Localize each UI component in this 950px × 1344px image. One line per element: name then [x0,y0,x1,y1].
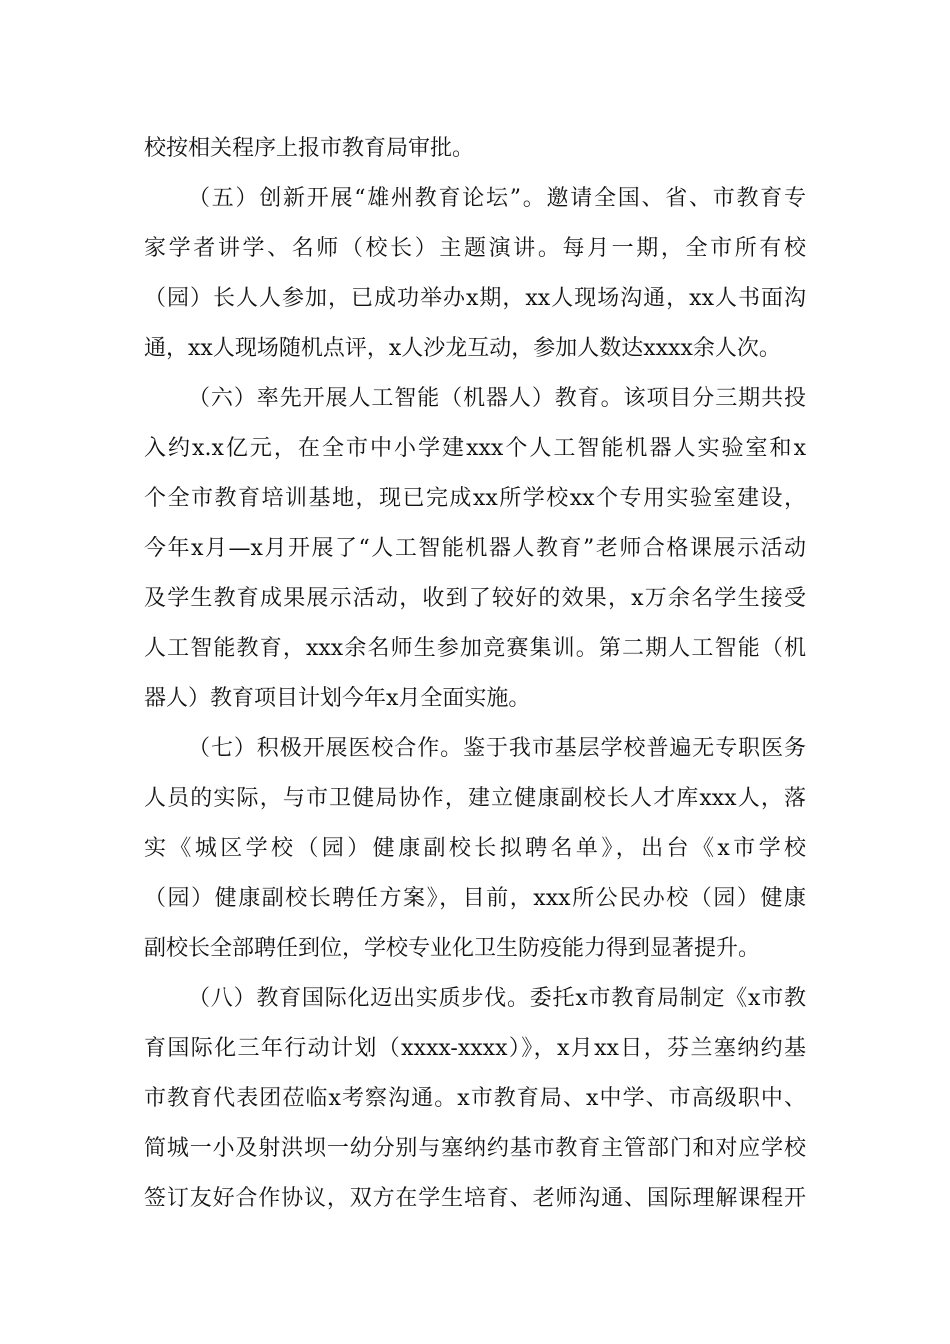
paragraph-line: （园）长人人参加，已成功举办x期，xx人现场沟通，xx人书面沟 [144,286,806,311]
paragraph-line: 人员的实际，与市卫健局协作，建立健康副校长人才库xxx人，落 [144,786,806,811]
paragraph-line: 副校长全部聘任到位，学校专业化卫生防疫能力得到显著提升。 [144,936,761,961]
paragraph-line: 器人）教育项目计划今年x月全面实施。 [144,686,531,711]
paragraph-line: 今年x月—x月开展了“人工智能机器人教育”老师合格课展示活动 [144,536,806,561]
paragraph-line: 育国际化三年行动计划（xxxx-xxxx）》，x月xx日，芬兰塞纳约基 [144,1036,806,1061]
paragraph-line: （五）创新开展“雄州教育论坛”。邀请全国、省、市教育专 [188,186,806,211]
paragraph-line: 实《城区学校（园）健康副校长拟聘名单》，出台《x市学校 [144,836,806,861]
paragraph-line: 通，xx人现场随机点评，x人沙龙互动，参加人数达xxxx余人次。 [144,336,781,361]
paragraph-line: 家学者讲学、名师（校长）主题演讲。每月一期，全市所有校 [144,236,806,261]
paragraph-line: 简城一小及射洪坝一幼分别与塞纳约基市教育主管部门和对应学校 [144,1136,806,1161]
paragraph-line: 校按相关程序上报市教育局审批。 [144,136,475,161]
paragraph-line: （六）率先开展人工智能（机器人）教育。该项目分三期共投 [188,386,806,411]
paragraph-line: 及学生教育成果展示活动，收到了较好的效果，x万余名学生接受 [144,586,806,611]
paragraph-line: （七）积极开展医校合作。鉴于我市基层学校普遍无专职医务 [188,736,806,761]
paragraph-line: 个全市教育培训基地，现已完成xx所学校xx个专用实验室建设， [144,486,806,511]
paragraph-line: 市教育代表团莅临x考察沟通。x市教育局、x中学、市高级职中、 [144,1086,806,1111]
paragraph-line: 入约x.x亿元，在全市中小学建xxx个人工智能机器人实验室和x [144,436,806,461]
paragraph-line: 人工智能教育，xxx余名师生参加竞赛集训。第二期人工智能（机 [144,636,806,661]
paragraph-line: 签订友好合作协议，双方在学生培育、老师沟通、国际理解课程开 [144,1186,806,1211]
paragraph-line: （八）教育国际化迈出实质步伐。委托x市教育局制定《x市教 [188,986,806,1011]
paragraph-line: （园）健康副校长聘任方案》，目前，xxx所公民办校（园）健康 [144,886,806,911]
